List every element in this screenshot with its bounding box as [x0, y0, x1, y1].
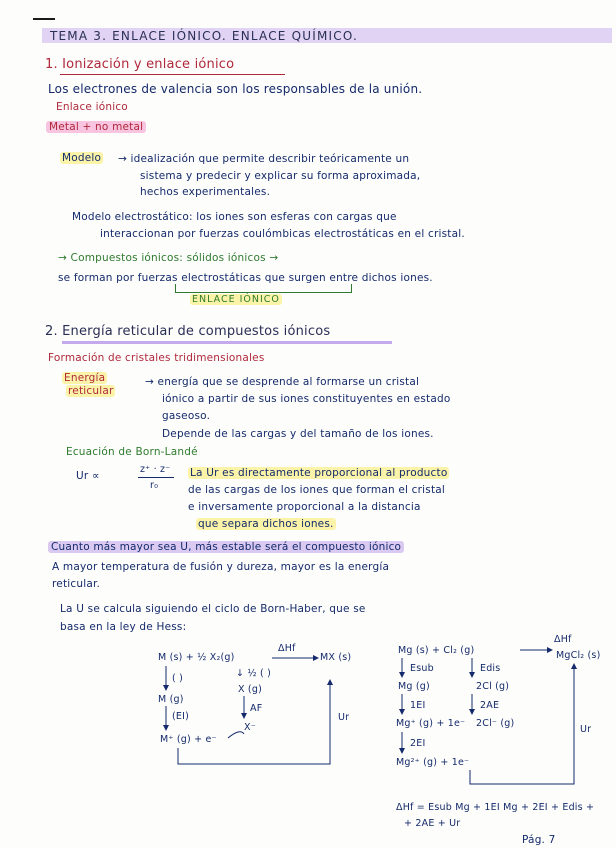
left-cycle-step-af: AF [250, 703, 263, 714]
right-cycle-mg-2plus: Mg²⁺ (g) + 1e⁻ [396, 757, 470, 768]
left-electron-link [228, 732, 244, 738]
right-cycle-ei1: 1EI [410, 700, 426, 711]
left-cycle-step-ei: (EI) [172, 711, 190, 722]
formula-numerator: z⁺ · z⁻ [140, 464, 171, 475]
enthalpy-sum-line-1: ΔHf = Esub Mg + 1EI Mg + 2EI + Edis + [396, 802, 595, 813]
left-cycle-product: MX (s) [320, 652, 352, 663]
modelo-line-2: sistema y predecir y explicar su forma aproximada, [140, 170, 421, 182]
left-cycle-step-m1: ( ) [172, 673, 184, 684]
page-title: TEMA 3. ENLACE IÓNICO. ENLACE QUÍMICO. [50, 29, 359, 43]
right-cycle-mg-g: Mg (g) [398, 681, 430, 692]
left-cycle-x-g: X (g) [238, 684, 262, 695]
fusion-line-2: reticular. [52, 578, 101, 590]
right-cycle-cl-g: 2Cl (g) [476, 681, 510, 692]
left-cycle-step-x1: ↓ ½ ( ) [236, 668, 272, 679]
left-cycle-m-plus: M⁺ (g) + e⁻ [160, 734, 217, 745]
label-metal-nonmetal: Metal + no metal [46, 121, 146, 133]
energia-label-1: Energía [64, 372, 106, 384]
left-cycle-ur: Ur [338, 712, 350, 723]
formed-by-forces: se forman por fuerzas electrostáticas que surgen entre dichos iones. [58, 272, 433, 284]
energia-line-4: Depende de las cargas y del tamaño de los iones. [162, 428, 434, 440]
right-cycle-product: MgCl₂ (s) [556, 650, 601, 661]
right-cycle-esub: Esub [410, 663, 434, 674]
ionic-bond-box: ENLACE IÓNICO [192, 294, 280, 305]
right-cycle-ur: Ur [580, 724, 592, 735]
electrostatic-line-1: Modelo electrostático: los iones son esferas con cargas que [72, 211, 397, 223]
left-cycle-return [178, 680, 330, 764]
ionic-compounds: → Compuestos iónicos: sólidos iónicos → [58, 252, 279, 264]
formula-line-2: de las cargas de los iones que forman el cristal [188, 484, 446, 496]
section2-heading: 2. Energía reticular de compuestos iónicos [45, 324, 331, 339]
section1-heading: 1. Ionización y enlace iónico [45, 57, 235, 72]
energia-line-3: gaseoso. [162, 410, 211, 422]
energia-line-2: iónico a partir de sus iones constituyentes en estado [162, 393, 451, 405]
left-cycle-m-g: M (g) [158, 694, 184, 705]
born-lande-heading: Ecuación de Born-Landé [66, 446, 198, 458]
left-cycle-arrow-label: ΔHf [278, 643, 296, 654]
stability-line-text: Cuanto más mayor sea U, más estable será el compuesto iónico [48, 541, 404, 553]
born-haber-line-1: La U se calcula siguiendo el ciclo de Born-Haber, que se [60, 603, 366, 615]
formula-line-4-text: que separa dichos iones. [198, 518, 334, 530]
modelo-line-1: → idealización que permite describir teóricamente un [118, 153, 410, 165]
right-cycle-top: Mg (s) + Cl₂ (g) [398, 645, 475, 656]
label-ionic-bond: Enlace iónico [56, 101, 128, 113]
energia-line-1: → energía que se desprende al formarse un cristal [145, 376, 420, 388]
right-cycle-ae2: 2AE [480, 700, 500, 711]
right-cycle-cl-minus: 2Cl⁻ (g) [476, 718, 515, 729]
formula-denominator: r₀ [150, 480, 159, 491]
right-cycle-return [470, 664, 574, 784]
right-cycle-ei2: 2EI [410, 738, 426, 749]
left-cycle-x-minus: X⁻ [244, 722, 256, 733]
modelo-line-3: hechos experimentales. [140, 186, 271, 198]
fusion-line-1: A mayor temperatura de fusión y dureza, mayor es la energía [52, 561, 390, 573]
born-haber-line-2: basa en la ley de Hess: [60, 621, 187, 633]
formula-line-3: e inversamente proporcional a la distancia [188, 501, 421, 513]
enthalpy-sum-line-2: + 2AE + Ur [404, 818, 461, 829]
modelo-label: Modelo [62, 152, 102, 164]
section2-subtitle: Formación de cristales tridimensionales [48, 352, 265, 364]
formula-line-1-text: La Ur es directamente proporcional al producto [190, 467, 448, 479]
right-cycle-mg-plus: Mg⁺ (g) + 1e⁻ [396, 718, 466, 729]
formula-lhs: Ur ∝ [76, 470, 100, 482]
left-cycle-top: M (s) + ½ X₂(g) [158, 652, 235, 663]
section1-intro: Los electrones de valencia son los responsables de la unión. [48, 82, 423, 96]
right-cycle-edis: Edis [480, 663, 501, 674]
energia-label-2: reticular [68, 385, 114, 397]
electrostatic-line-2: interaccionan por fuerzas coulómbicas electrostáticas en el cristal. [100, 228, 465, 240]
page-number: Pág. 7 [522, 834, 556, 846]
right-cycle-arrow-label: ΔHf [554, 634, 572, 645]
